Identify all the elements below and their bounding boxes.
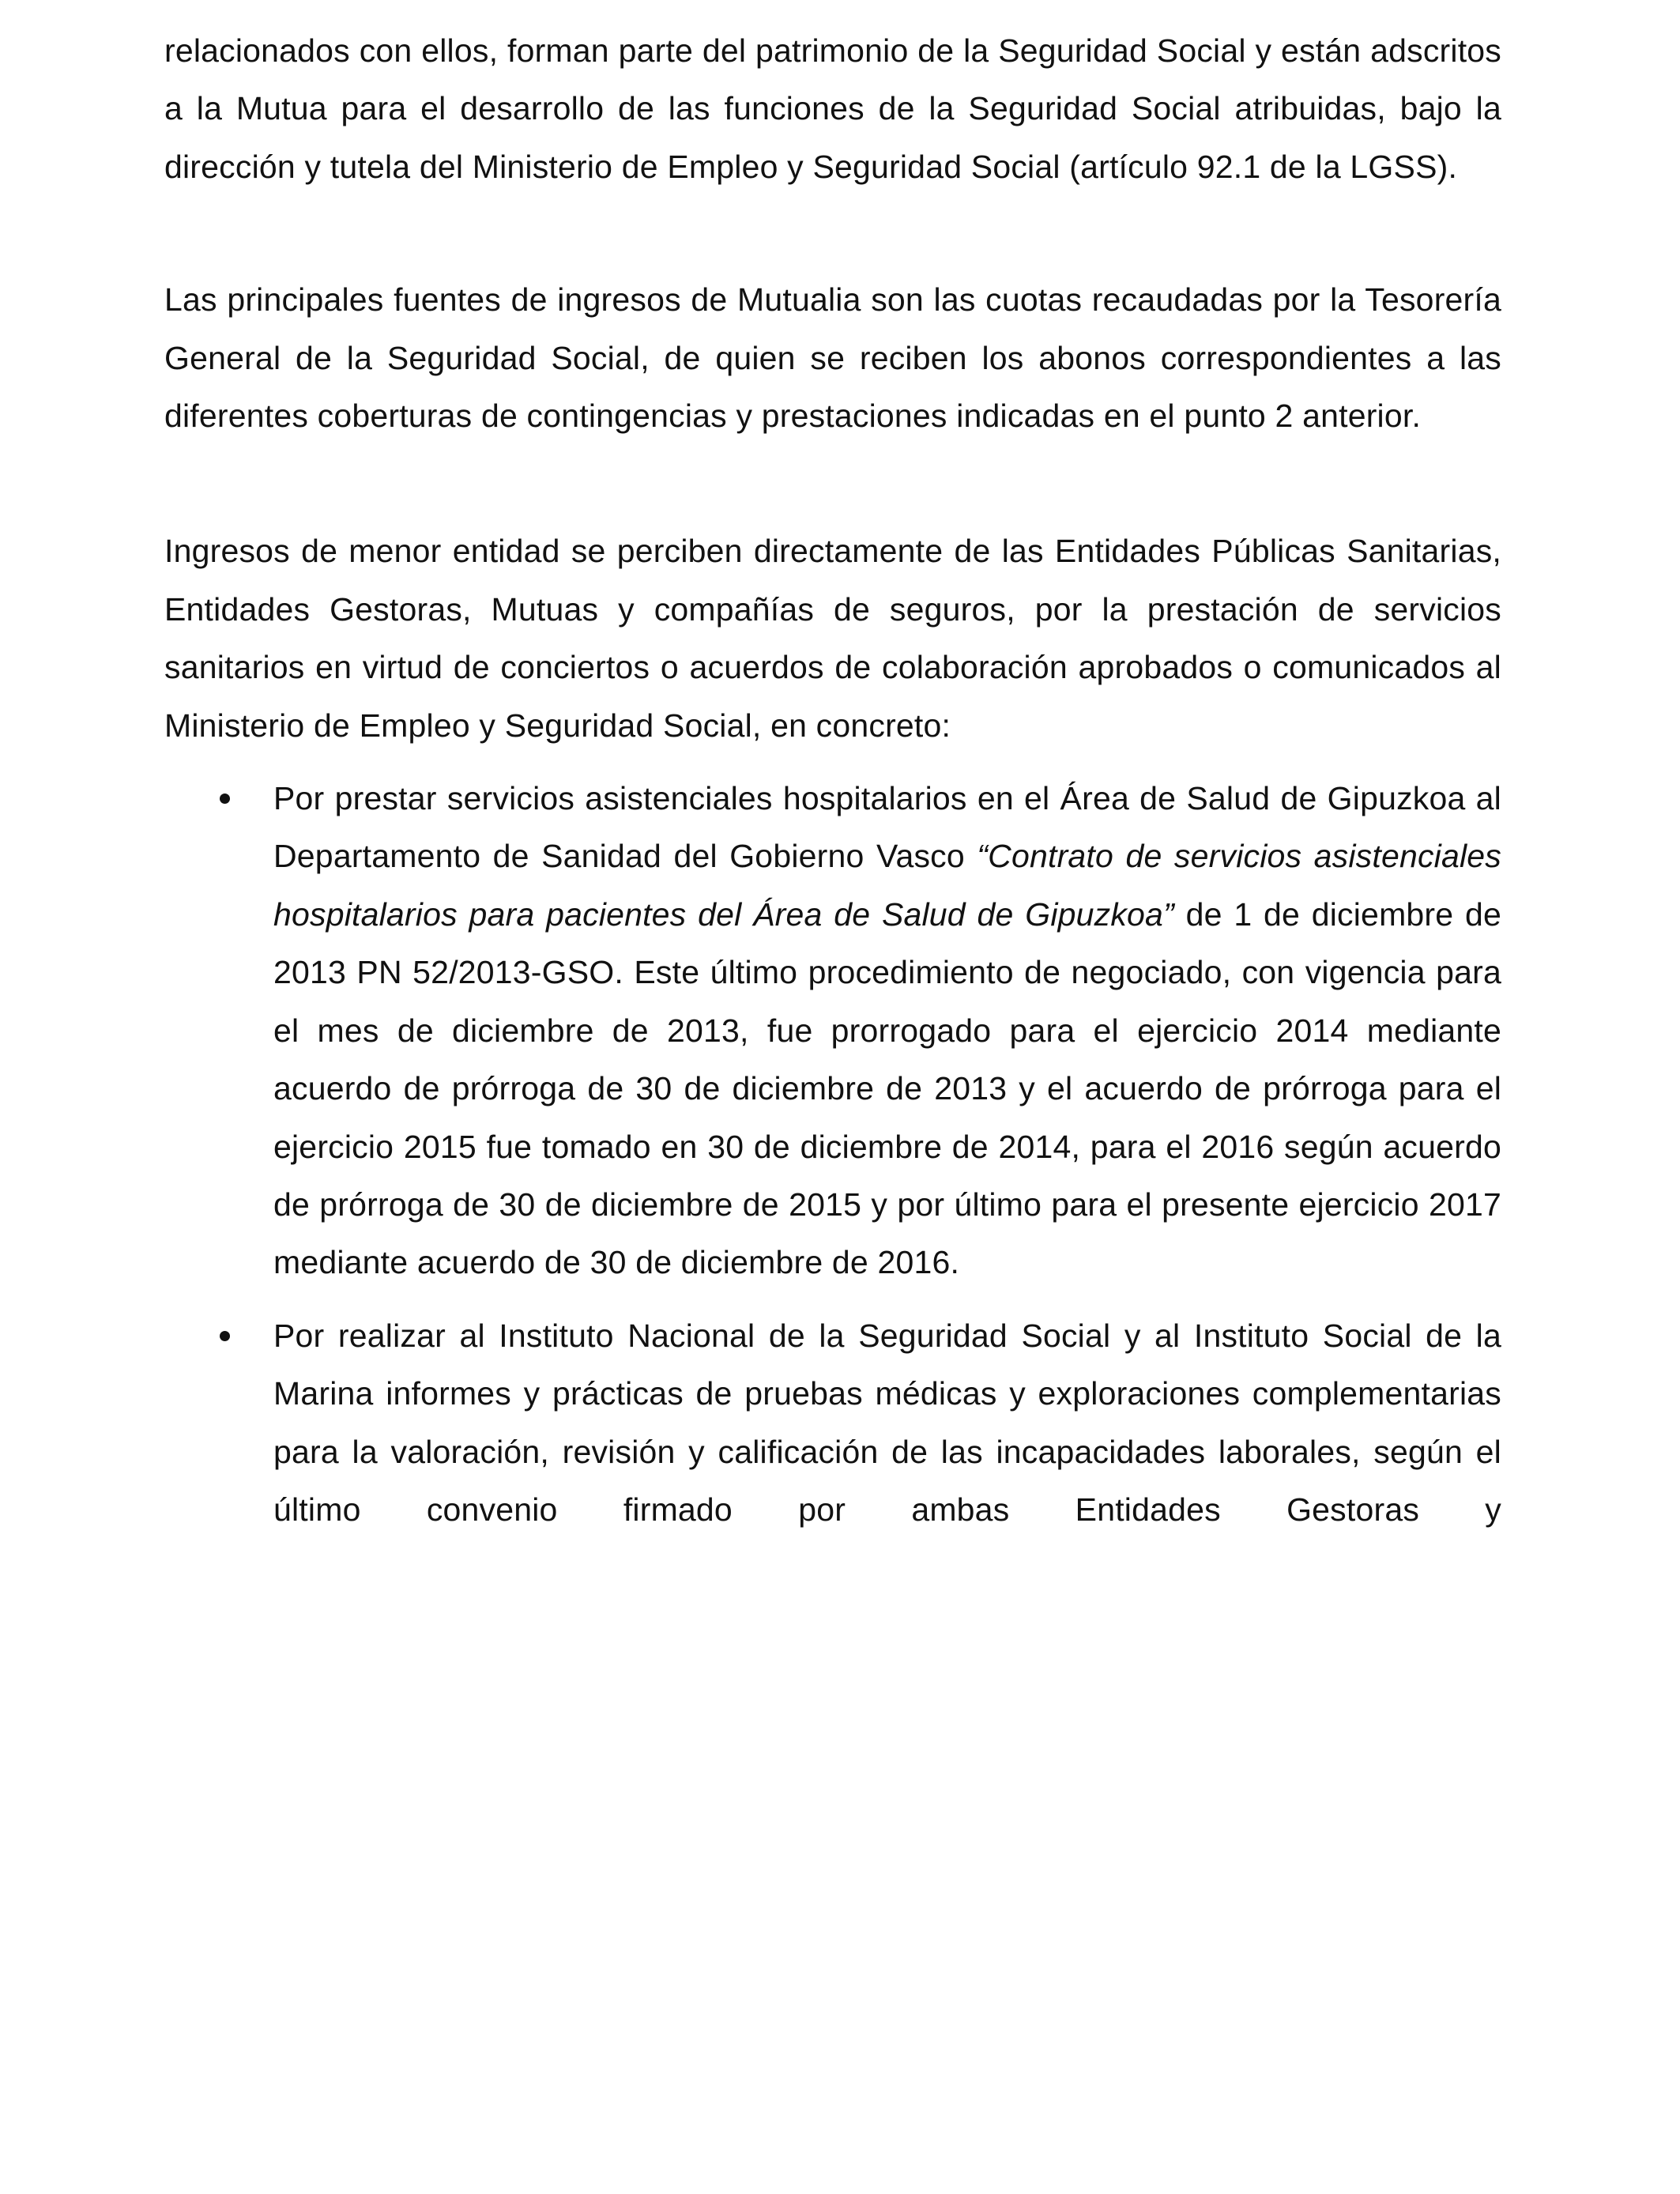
paragraph-patrimonio: relacionados con ellos, forman parte del patrimonio de la Seguridad Social y están adscritos a la Mutua para el desarrollo de las funciones de la Seguridad Social atribuidas, bajo la dirección y tutela del Ministerio de Empleo y Seguridad Social (artículo 92.1 de la LGSS). [164,32,1501,185]
bullet-icon [220,1331,230,1341]
paragraph-ingresos-menor-entidad: Ingresos de menor entidad se perciben directamente de las Entidades Públicas Sanitarias, Entidades Gestoras, Mutuas y compañías de seguros, por la prestación de servicios sanitarios en virtud de conciertos o acuerdos de colaboración aprobados o comunicados al Ministerio de Empleo y Seguridad Social, en concreto: [164,533,1501,744]
bullet-list [164,770,1501,1539]
bullet-text: Por realizar al Instituto Nacional de la Seguridad Social y al Instituto Social de la Marina informes y prácticas de pruebas médicas y exploraciones complementarias para la valoración, revisión y calificación de las incapacidades laborales, según el último convenio firmado por ambas Entidades Gestoras y [273,1317,1501,1528]
list-item [164,1307,1501,1540]
list-item [164,770,1501,1292]
bullet-text-before: Por prestar servicios asistenciales hospitalarios en el Área de Salud de Gipuzkoa al Departamento de Sanidad del Gobierno Vasco [273,780,1501,875]
contract-title: “Contrato de servicios asistenciales hospitalarios para pacientes del Área de Salud de Gipuzkoa” [273,838,1501,933]
document-page [164,22,1501,1539]
bullet-text-after: de 1 de diciembre de 2013 PN 52/2013-GSO. Este último procedimiento de negociado, con vigencia para el mes de diciembre de 2013, fue prorrogado para el ejercicio 2014 mediante acuerdo de prórroga de 30 de diciembre de 2013 y el acuerdo de prórroga para el ejercicio 2015 fue tomado en 30 de diciembre de 2014, para el 2016 según acuerdo de prórroga de 30 de diciembre de 2015 y por último para el presente ejercicio 2017 mediante acuerdo de 30 de diciembre de 2016. [273,895,1501,1281]
bullet-icon [220,794,230,804]
paragraph-fuentes-ingresos: Las principales fuentes de ingresos de Mutualia son las cuotas recaudadas por la Tesorería General de la Seguridad Social, de quien se reciben los abonos correspondientes a las diferentes coberturas de contingencias y prestaciones indicadas en el punto 2 anterior. [164,281,1501,435]
